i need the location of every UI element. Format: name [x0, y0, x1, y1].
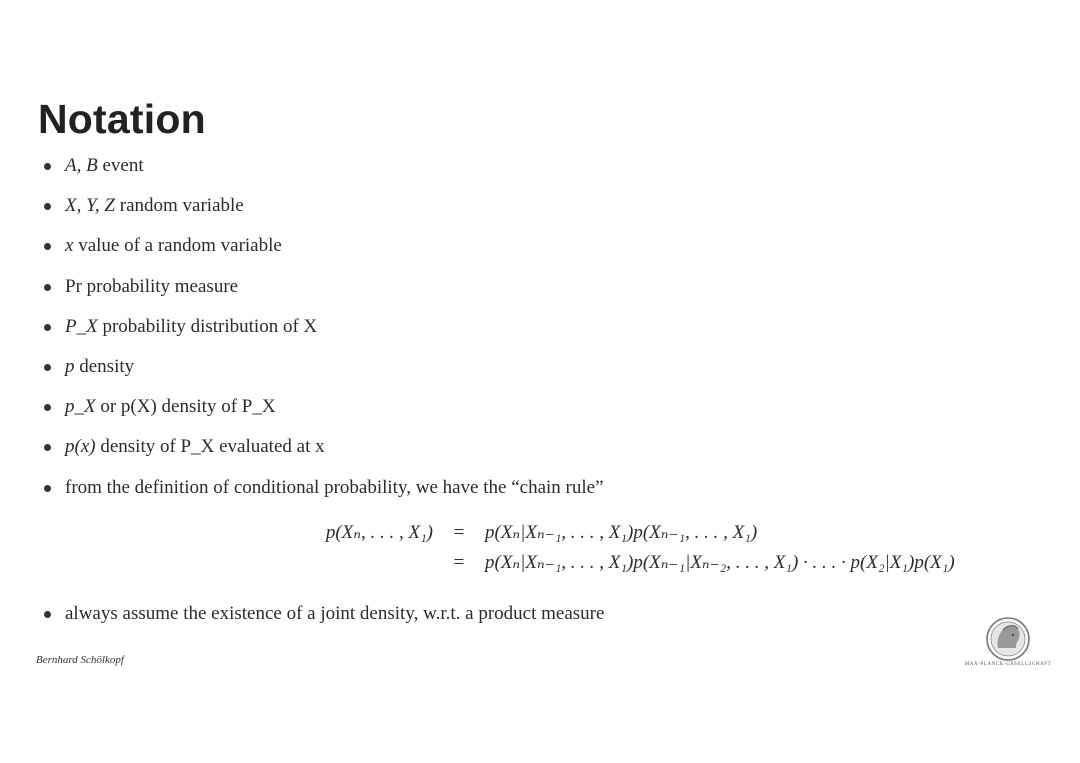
slide-title: Notation	[38, 96, 206, 142]
equation-rhs: p(Xₙ|Xₙ₋₁, . . . , X₁)p(Xₙ₋₁, . . . , X₁)	[485, 522, 758, 543]
equals-sign: =	[453, 552, 465, 573]
bullet-text: probability distribution of X	[97, 315, 318, 337]
list-item	[40, 312, 604, 352]
bullet-icon	[44, 324, 51, 331]
bullet-math: Pr	[65, 275, 82, 297]
author-name: Bernhard Schölkopf	[36, 654, 124, 666]
list-item	[40, 392, 604, 432]
bullet-text: density	[74, 355, 135, 377]
bullet-icon	[44, 611, 51, 618]
list-item	[40, 191, 604, 231]
bullet-text: random variable	[115, 195, 244, 217]
bullet-math: p	[65, 355, 75, 377]
bullet-math: p(x)	[65, 436, 96, 458]
bullet-math: X, Y, Z	[65, 195, 115, 217]
bullet-icon	[44, 364, 51, 371]
list-item	[40, 151, 604, 191]
equation-row	[300, 548, 955, 578]
equation-lhs-empty	[300, 548, 433, 578]
bullet-math: x	[65, 235, 74, 257]
bullet-text: always assume the existence of a joint density, w.r.t. a product measure	[65, 603, 605, 624]
bullet-icon	[44, 163, 51, 170]
bullet-icon	[44, 404, 51, 411]
bullet-icon	[44, 243, 51, 250]
chain-rule-equation	[300, 518, 955, 578]
equation-row	[300, 518, 955, 548]
bullet-math: p_X	[65, 396, 96, 418]
bullet-icon	[44, 485, 51, 492]
bullet-math: P_X	[65, 315, 98, 337]
bullet-text: density of P_X evaluated at x	[95, 436, 325, 458]
bullet-icon	[44, 284, 51, 291]
bullet-text: probability measure	[81, 275, 239, 297]
list-item	[40, 432, 604, 472]
bullet-math: A, B	[65, 155, 98, 176]
list-item	[40, 272, 604, 312]
list-item	[40, 473, 604, 513]
bullet-icon	[44, 444, 51, 451]
equation-rhs: p(Xₙ|Xₙ₋₁, . . . , X₁)p(Xₙ₋₁|Xₙ₋₂, . . . , X₁) · . . . · p(X₂|X₁)p(X₁)	[485, 552, 955, 573]
bullet-text: value of a random variable	[73, 235, 282, 257]
list-item	[40, 352, 604, 392]
logo-text: MAX-PLANCK-GESELLSCHAFT	[964, 662, 1052, 667]
bullet-icon	[44, 203, 51, 210]
list-item	[40, 599, 604, 629]
bullet-text: event	[97, 155, 144, 176]
bullet-text: or p(X) density of P_X	[95, 396, 276, 418]
equals-sign: =	[453, 522, 465, 543]
bullet-text: from the definition of conditional probability, we have the “chain rule”	[65, 476, 604, 498]
equation-lhs: p(Xₙ, . . . , X₁)	[325, 522, 433, 543]
list-item	[40, 231, 604, 271]
notation-list	[40, 151, 604, 513]
